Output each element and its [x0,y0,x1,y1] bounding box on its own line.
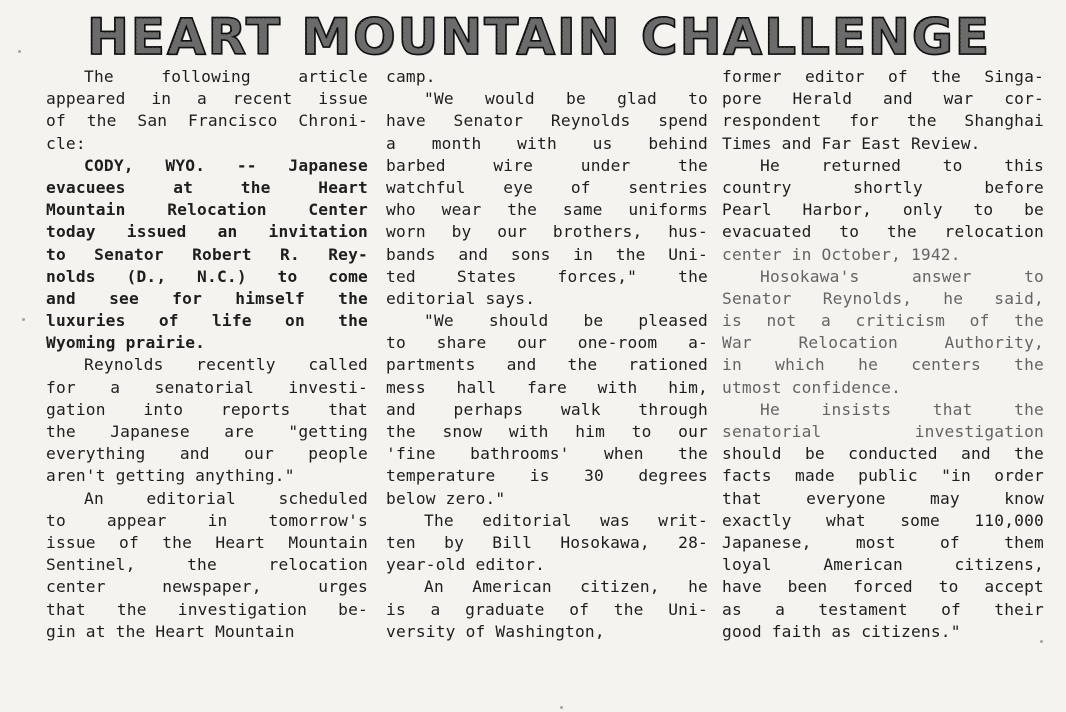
article-line: camp. [386,67,436,86]
article-line: Times and Far East Review. [722,133,981,153]
article-line: temperature is 30 degrees [386,466,708,486]
article-line: is a graduate of the Uni- [386,599,708,619]
article-line: that the investigation be- [46,599,368,619]
article-line: gin at the Heart Mountain [46,621,295,641]
article-line: CODY, WYO. -- Japanese [84,155,368,175]
article-line: to Senator Robert R. Rey- [46,244,368,264]
article-line: today issued an invitation [46,222,368,242]
article-line: evacuated to the relocation [722,222,1044,242]
article-line: utmost confidence. [722,377,902,397]
paper-speck [560,706,563,709]
article-line: War Relocation Authority, [722,333,1044,353]
article-line: versity of Washington, [386,621,605,641]
paper-speck [18,50,21,53]
article-line: should be conducted and the [722,444,1044,464]
article-line: "We should be pleased [424,311,708,331]
article-line: The editorial was writ- [424,510,708,530]
article-line: worn by our brothers, hus- [386,222,708,242]
article-line: have been forced to accept [722,577,1044,597]
article-line: He returned to this [760,155,1044,175]
article-line: pore Herald and war cor- [722,89,1044,109]
article-line: luxuries of life on the [46,311,368,331]
article-line: ten by Bill Hosokawa, 28- [386,532,708,552]
article-line: former editor of the Singa- [722,67,1044,86]
article-line: as a testament of their [722,599,1044,619]
article-line: Senator Reynolds, he said, [722,288,1044,308]
article-line: and see for himself the [46,288,368,308]
article-line: An American citizen, he [424,577,708,597]
article-line: loyal American citizens, [722,555,1044,575]
article-line: barbed wire under the [386,155,708,175]
paper-speck [22,318,25,321]
article-line: watchful eye of sentries [386,177,708,197]
article-line: the Japanese are "getting [46,422,368,441]
article-line: cle: [46,133,86,153]
article-line: facts made public "in order [722,466,1044,486]
article-line: of the San Francisco Chroni- [46,111,368,131]
article-line: for a senatorial investi- [46,377,368,397]
article-line: have Senator Reynolds spend [386,111,708,131]
article-line: bands and sons in the Uni- [386,244,708,264]
article-line: year-old editor. [386,555,546,575]
article-line: is not a criticism of the [722,311,1044,331]
article-line: Reynolds recently called [84,355,368,375]
article-line: The following article [84,67,368,86]
article-line: country shortly before [722,177,1044,197]
article-line: An editorial scheduled [84,488,368,508]
article-line: center in October, 1942. [722,244,961,264]
article-line: evacuees at the Heart [46,177,368,197]
article-line: senatorial investigation [722,422,1044,441]
article-line: the snow with him to our [386,422,708,441]
article-line: 'fine bathrooms' when the [386,444,708,464]
article-line: Japanese, most of them [722,532,1044,552]
article-line: a month with us behind [386,133,708,153]
article-line: gation into reports that [46,399,368,419]
headline [44,8,1034,66]
article-line: Pearl Harbor, only to be [722,200,1044,220]
article-column-3 [722,66,1044,643]
article-line: to share our one-room a- [386,333,708,353]
article-line: "We would be glad to [424,89,708,109]
article-line: aren't getting anything." [46,466,295,486]
article-line: mess hall fare with him, [386,377,708,397]
article-line: ted States forces," the [386,266,708,286]
article-line: He insists that the [760,399,1044,419]
article-line: that everyone may know [722,488,1044,508]
article-line: Hosokawa's answer to [760,266,1044,286]
paper-speck [1040,640,1043,643]
article-line: nolds (D., N.C.) to come [46,266,368,286]
article-line: who wear the same uniforms [386,200,708,220]
article-line: everything and our people [46,444,368,464]
article-line: to appear in tomorrow's [46,510,368,530]
article-line: exactly what some 110,000 [722,510,1044,530]
article-line: and perhaps walk through [386,399,708,419]
headline-text: HEART MOUNTAIN CHALLENGE [86,8,992,66]
article-line: good faith as citizens." [722,621,961,641]
article-line: respondent for the Shanghai [722,111,1044,131]
article-line: in which he centers the [722,355,1044,375]
article-column-1 [46,66,368,643]
article-line: appeared in a recent issue [46,89,368,109]
article-line: issue of the Heart Mountain [46,532,368,552]
article-line: Wyoming prairie. [46,333,206,353]
article-column-2 [386,66,708,643]
article-line: Mountain Relocation Center [46,200,368,220]
article-line: center newspaper, urges [46,577,368,597]
article-line: partments and the rationed [386,355,708,375]
article-line: below zero." [386,488,506,508]
article-line: Sentinel, the relocation [46,555,368,575]
article-line: editorial says. [386,288,536,308]
